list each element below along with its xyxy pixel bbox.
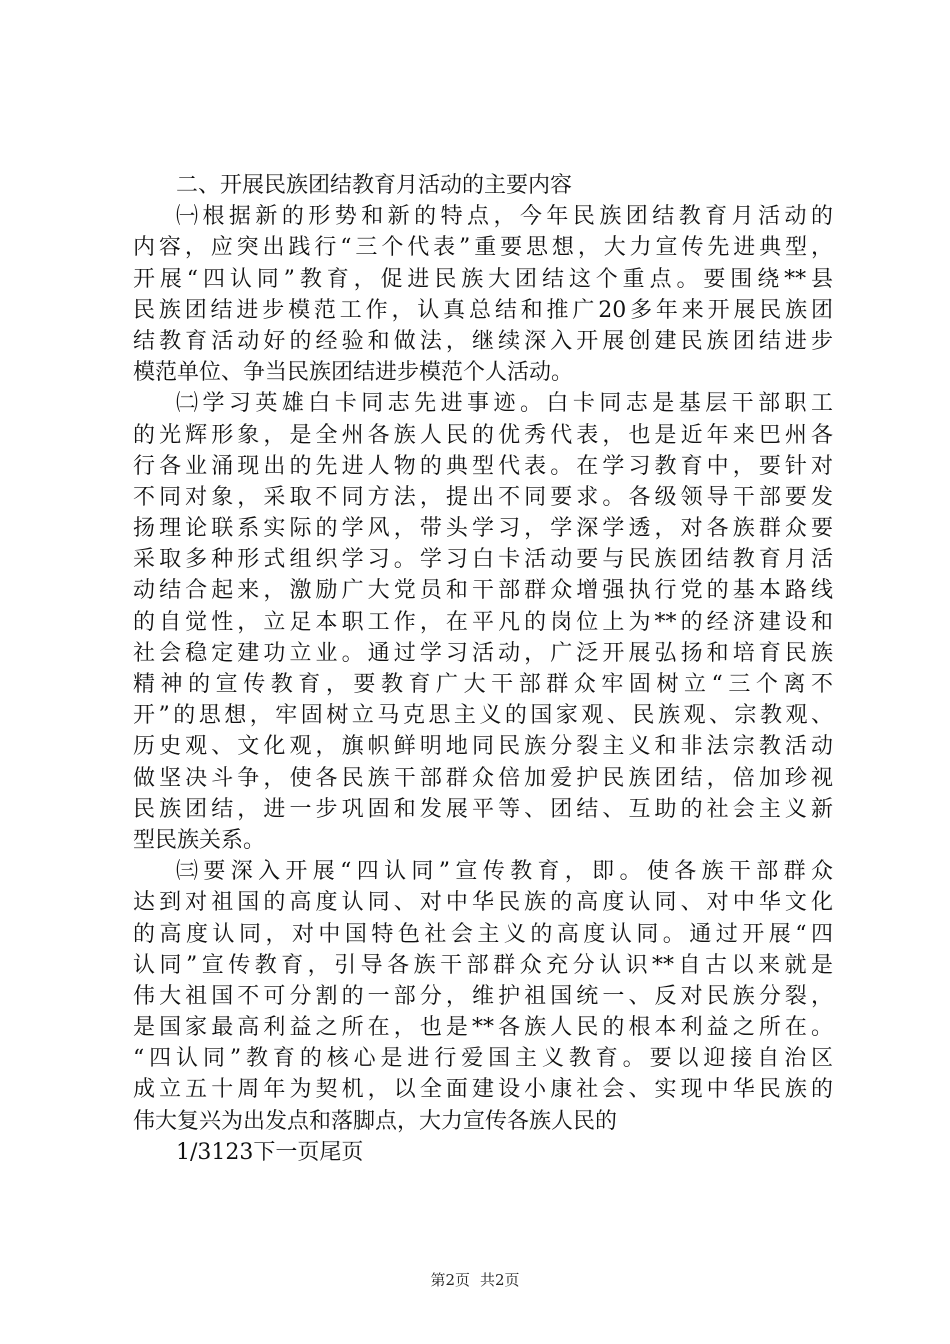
paragraph-line: ㈠根据新的形势和新的特点，今年民族团结教育月活动的 [176, 204, 833, 230]
paragraph-line: 的自觉性，立足本职工作，在平凡的岗位上为**的经济建设和 [133, 609, 833, 635]
paragraph-line: 型民族关系。 [133, 827, 266, 853]
paragraph-line: 内容，应突出践行“三个代表”重要思想，大力宣传先进典型， [133, 235, 833, 261]
paragraph-line: 的高度认同，对中国特色社会主义的高度认同。通过开展“四 [133, 921, 833, 947]
paragraph-line: 精神的宣传教育，要教育广大干部群众牢固树立“三个离不 [133, 672, 833, 697]
page-total: 共2页 [480, 1271, 520, 1289]
paragraph-line: ㈢要深入开展“四认同”宣传教育，即。使各族干部群众 [176, 859, 833, 885]
paragraph-line: ㈡学习英雄白卡同志先进事迹。白卡同志是基层干部职工 [176, 391, 833, 417]
paragraph-line: 结教育活动好的经验和做法，继续深入开展创建民族团结进步 [133, 328, 833, 354]
paragraph-line: 民族团结进步模范工作，认真总结和推广20多年来开展民族团 [133, 297, 833, 323]
paragraph-line: 做坚决斗争，使各民族干部群众倍加爱护民族团结，倍加珍视 [133, 765, 833, 791]
document-body [133, 170, 833, 1168]
paragraph-line: 达到对祖国的高度认同、对中华民族的高度认同、对中华文化 [133, 890, 833, 916]
paragraph-line: “四认同”教育的核心是进行爱国主义教育。要以迎接自治区 [133, 1046, 833, 1072]
paragraph-line: 动结合起来，激励广大党员和干部群众增强执行党的基本路线 [133, 578, 833, 604]
paragraph-line: 伟大祖国不可分割的一部分，维护祖国统一、反对民族分裂， [133, 983, 833, 1009]
paragraph-line: 开”的思想，牢固树立马克思主义的国家观、民族观、宗教观、 [133, 703, 833, 729]
paragraph-line: 采取多种形式组织学习。学习白卡活动要与民族团结教育月活 [133, 547, 833, 573]
paragraph-line: 不同对象，采取不同方法，提出不同要求。各级领导干部要发 [133, 484, 833, 510]
paragraph-line: 行各业涌现出的先进人物的典型代表。在学习教育中，要针对 [133, 453, 833, 479]
paragraph-line: 模范单位、争当民族团结进步模范个人活动。 [133, 360, 574, 386]
paragraph-line: 扬理论联系实际的学风，带头学习，学深学透，对各族群众要 [133, 516, 833, 542]
page-number: 第2页 [430, 1271, 470, 1289]
paragraph-line: 社会稳定建功立业。通过学习活动，广泛开展弘扬和培育民族 [133, 640, 833, 666]
pagination-text: 1/3123下一页尾页 [176, 1139, 364, 1165]
page-footer [0, 1269, 950, 1290]
paragraph-line: 伟大复兴为出发点和落脚点，大力宣传各族人民的 [133, 1108, 618, 1134]
paragraph-line: 的光辉形象，是全州各族人民的优秀代表，也是近年来巴州各 [133, 422, 833, 448]
paragraph-line: 历史观、文化观，旗帜鲜明地同民族分裂主义和非法宗教活动 [133, 734, 833, 760]
paragraph-line: 开展“四认同”教育，促进民族大团结这个重点。要围绕**县 [133, 266, 833, 292]
section-heading: 二、开展民族团结教育月活动的主要内容 [176, 173, 573, 198]
paragraph-line: 认同”宣传教育，引导各族干部群众充分认识**自古以来就是 [133, 952, 833, 978]
paragraph-line: 民族团结，进一步巩固和发展平等、团结、互助的社会主义新 [133, 796, 833, 822]
paragraph-line: 成立五十周年为契机，以全面建设小康社会、实现中华民族的 [133, 1077, 833, 1103]
paragraph-line: 是国家最高利益之所在，也是**各族人民的根本利益之所在。 [133, 1015, 833, 1041]
